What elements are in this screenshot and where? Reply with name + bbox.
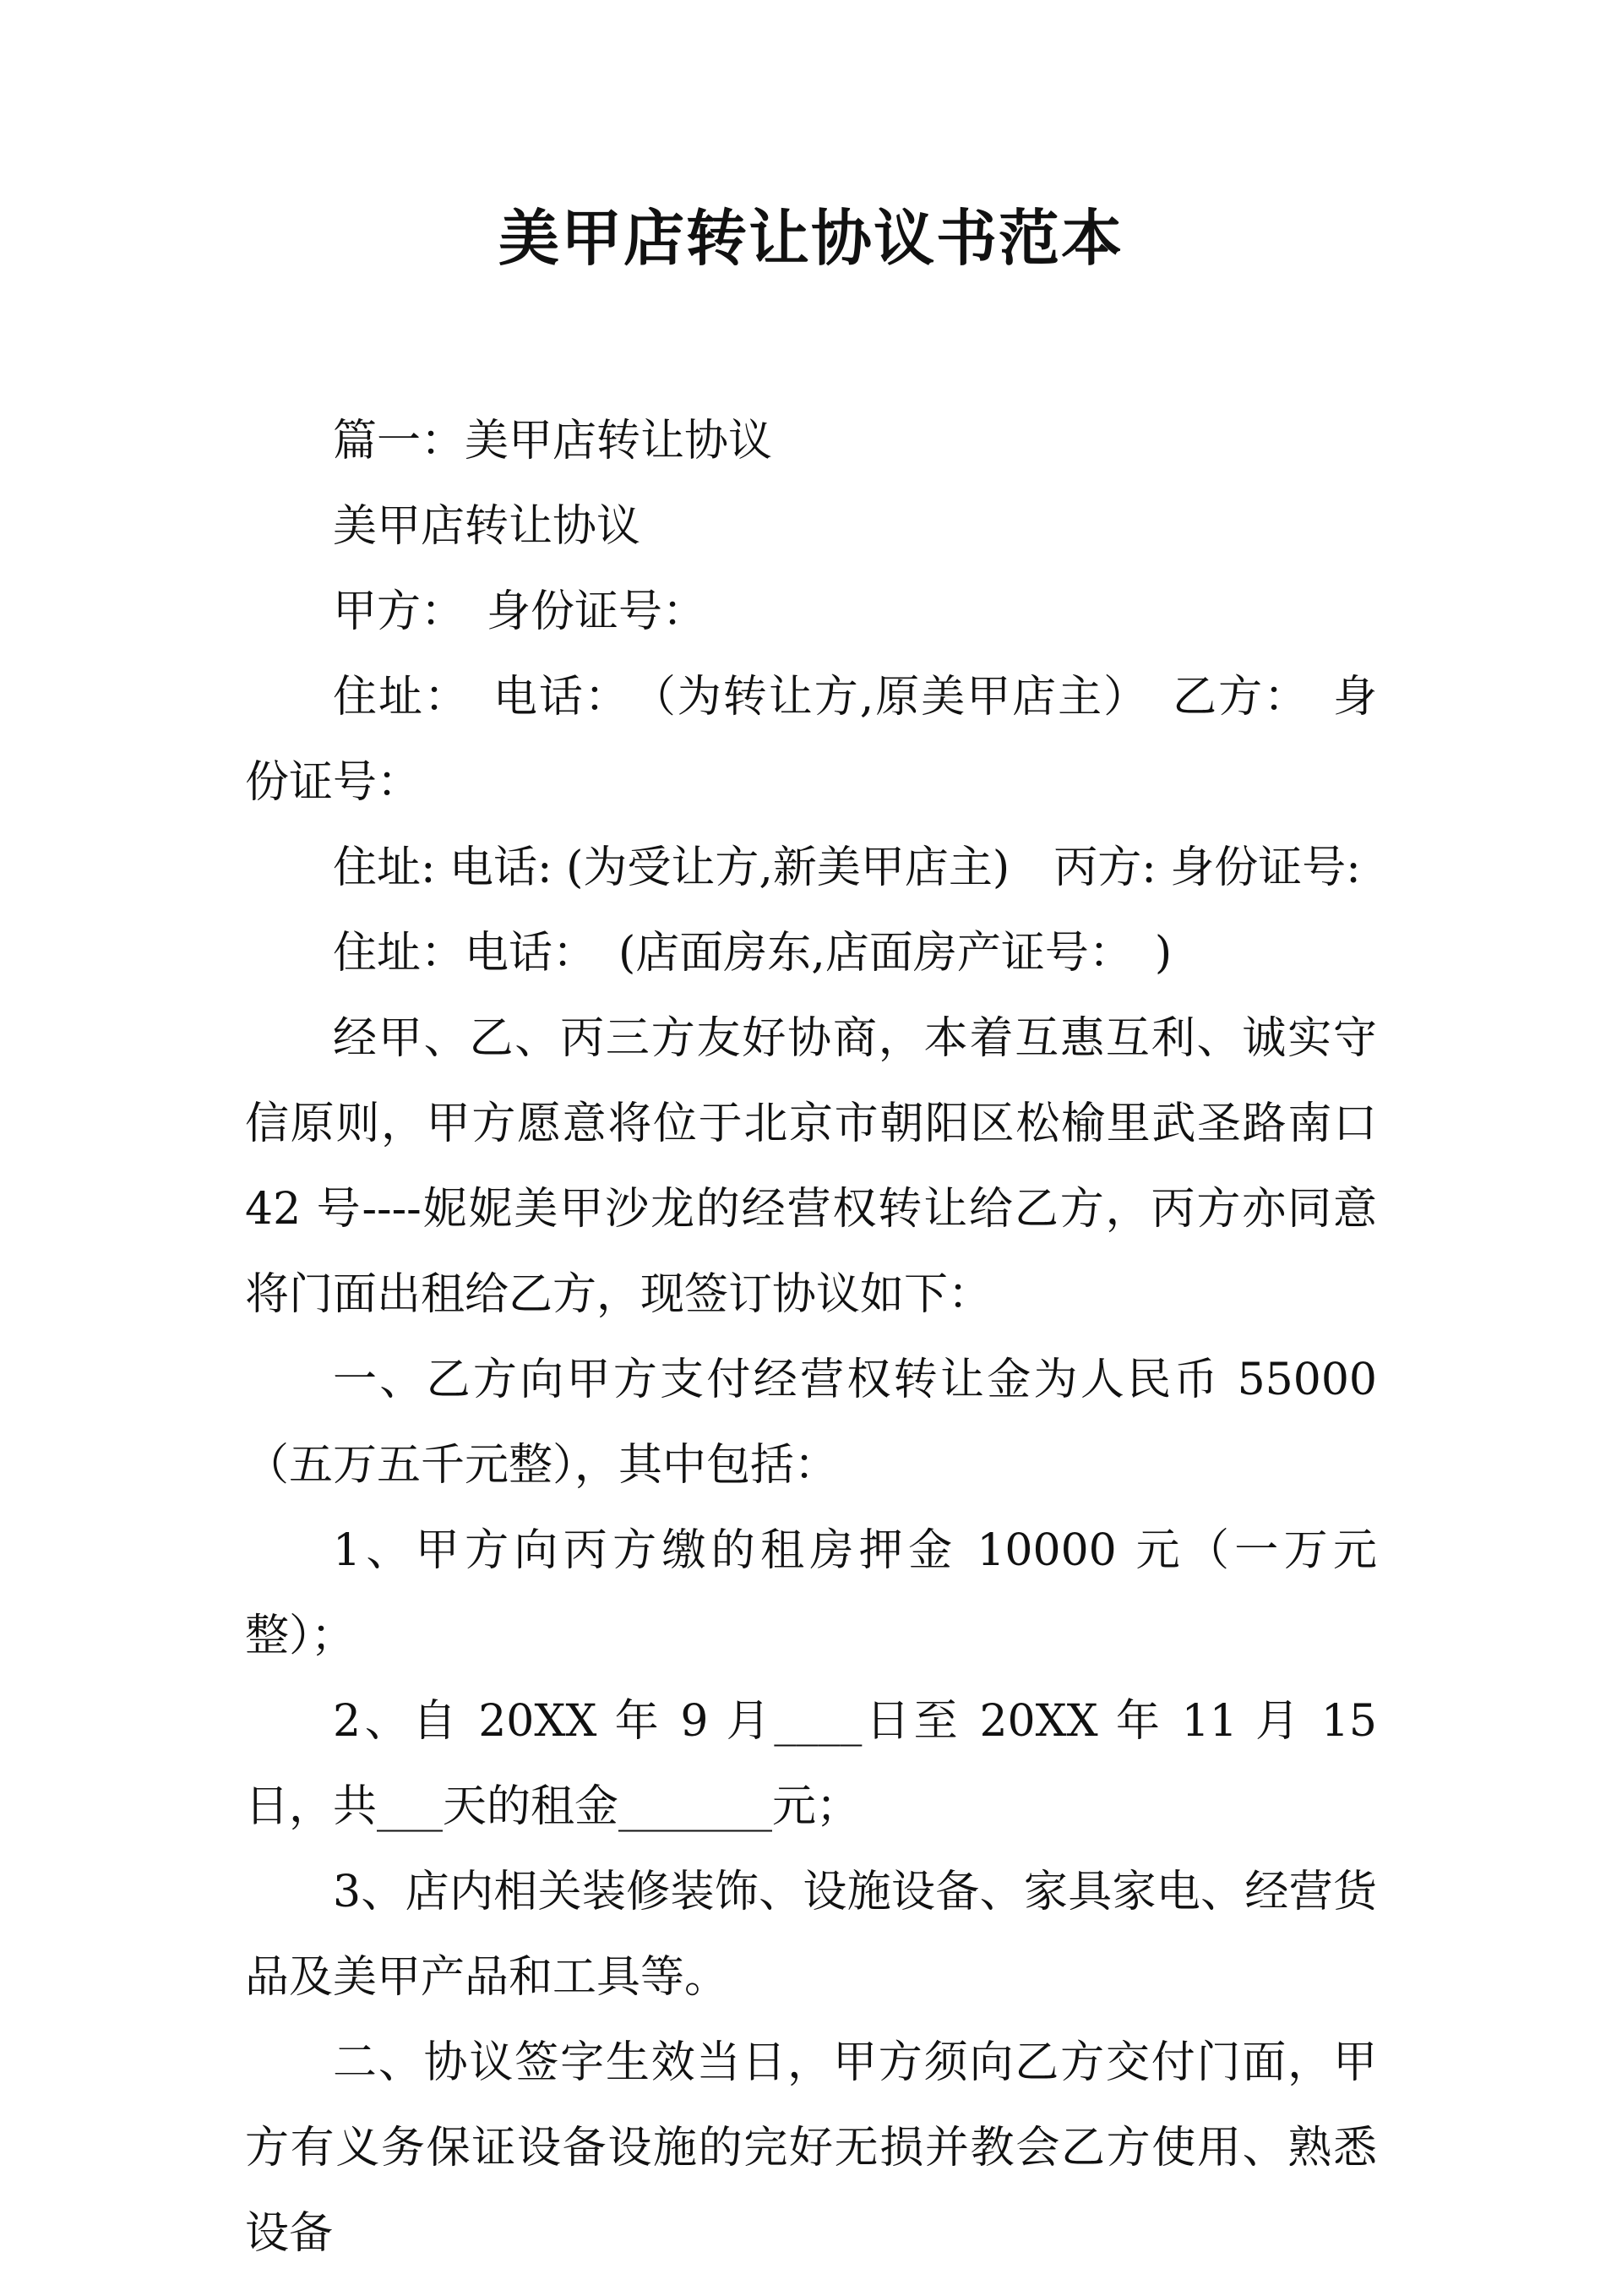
paragraph-clause-1-item-3: 3、店内相关装修装饰、设施设备、家具家电、经营货品及美甲产品和工具等。	[245, 1867, 1377, 2003]
paragraph-clause-1: 一、乙方向甲方支付经营权转让金为人民币 55000（五万五千元整），其中包括：	[245, 1355, 1377, 1491]
paragraph-agreement-name: 美甲店转让协议	[333, 501, 641, 552]
paragraph-party-a-address: 住址： 电话： （为转让方,原美甲店主） 乙方： 身份证号：	[245, 672, 1377, 808]
paragraph-clause-1-item-1: 1、甲方向丙方缴的租房押金 10000 元（一万元整）；	[245, 1525, 1377, 1661]
paragraph-preamble: 经甲、乙、丙三方友好协商，本着互惠互利、诚实守信原则，甲方愿意将位于北京市朝阳区松榆里武圣路南口 42 号----妮妮美甲沙龙的经营权转让给乙方，丙方亦同意将门面出租给乙方，现签订协议如下：	[245, 1013, 1377, 1320]
paragraph-section-heading: 篇一：美甲店转让协议	[333, 416, 773, 466]
paragraph-party-c-address: 住址：电话： (店面房东,店面房产证号： )	[333, 928, 1173, 979]
document-title: 美甲店转让协议书范本	[498, 202, 1124, 274]
document-body	[245, 399, 1377, 2277]
paragraph-party-b-address: 住址: 电话: (为受让方,新美甲店主) 丙方: 身份证号:	[333, 843, 1361, 893]
paragraph-party-a: 甲方： 身份证号：	[333, 586, 707, 637]
paragraph-clause-2: 二、协议签字生效当日，甲方须向乙方交付门面，甲方有义务保证设备设施的完好无损并教会乙方使用、熟悉设备	[245, 2037, 1377, 2259]
paragraph-clause-1-item-2: 2、自 20XX 年 9 月____日至 20XX 年 11 月 15 日，共___天的租金_______元；	[245, 1696, 1377, 1832]
